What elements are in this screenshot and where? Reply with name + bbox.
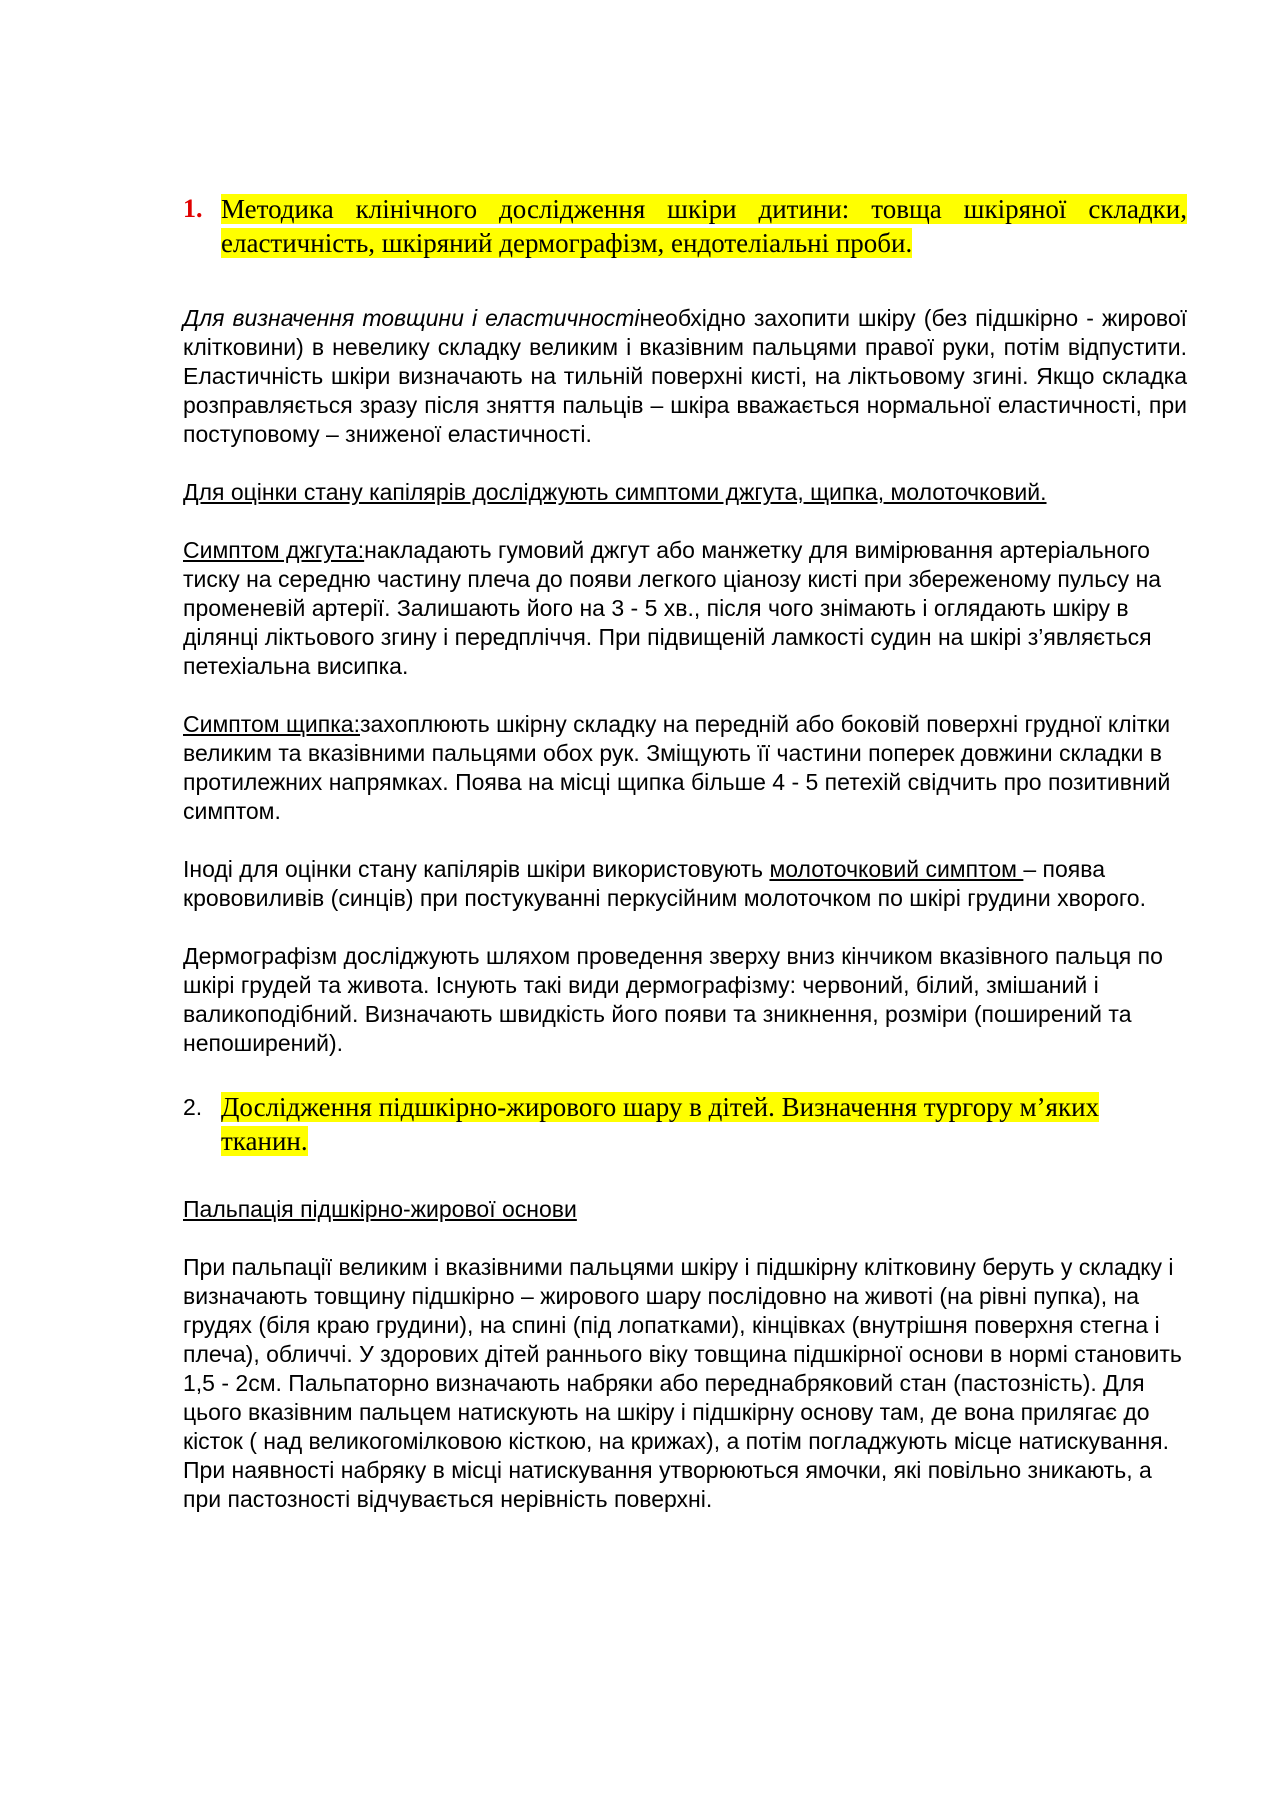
section-2-heading [183,1090,1187,1158]
hammer-after: – поява крововиливів (синців) при постукуванні перкусійним молоточком по шкірі грудини хворого. [183,856,1146,911]
section-2-title: Дослідження підшкірно-жирового шару в дітей. Визначення тургору м’яких тканин. [221,1092,1100,1156]
capillaries-intro-text: Для оцінки стану капілярів досліджують симптоми джгута, щипка, молоточковий. [183,479,1047,505]
hammer-paragraph [183,855,1187,913]
elasticity-paragraph [183,304,1187,449]
dermographism-paragraph: Дермографізм досліджують шляхом проведення зверху вниз кінчиком вказівного пальця по шкірі грудей та живота. Існують такі види дермографізму: червоний, білий, змішаний і валикоподібний. Визначають швидкість його появи та зникнення, розміри (поширений та непоширений). [183,943,1163,1056]
section-1-title: Методика клінічного дослідження шкіри дитини: товща шкіряної складки, еластичність, шкіряний дермографізм, ендотеліальні проби. [221,194,1187,258]
elasticity-text: необхідно захопити шкіру (без підшкірно - жирової клітковини) в невелику складку великим і вказівним пальцями правої руки, потім відпустити. Еластичність шкіри визначають на тильній поверхні кисті, на ліктьовому згині. Якщо складка розправляється зразу після зняття пальців – шкіра вважається нормальної еластичності, при поступовому – зниженої еластичності. [183,305,1187,447]
hammer-label: молоточковий симптом [769,856,1024,882]
document-body [183,192,1187,1514]
hammer-before: Іноді для оцінки стану капілярів шкіри використовують [183,856,770,882]
section-1-number: 1. [183,194,203,223]
tourniquet-text: накладають гумовий джгут або манжетку для вимірювання артеріального тиску на середню частину плеча до появи легкого ціанозу кисті при збереженому пульсу на променевій артерії. Залишають його на 3 - 5 хв., після чого знімають і оглядають шкіру в ділянці ліктьового згину і передпліччя. При підвищеній ламкості судин на шкірі з’являється петехіальна висипка. [183,537,1162,679]
tourniquet-paragraph [183,536,1187,681]
pinch-label: Симптом щипка: [183,711,360,737]
section-1-heading [183,192,1187,260]
elasticity-lead: Для визначення товщини і еластичності [183,305,640,331]
palpation-heading-text: Пальпація підшкірно-жирової основи [183,1196,577,1222]
pinch-paragraph [183,710,1187,826]
capillaries-intro [183,478,1187,507]
palpation-paragraph: При пальпації великим і вказівними пальцями шкіру і підшкірну клітковину беруть у складку і визначають товщину підшкірно – жирового шару послідовно на животі (на рівні пупка), на грудях (біля краю грудини), на спині (під лопатками), кінцівках (внутрішня поверхня стегна і плеча), обличчі. У здорових дітей раннього віку товщина підшкірної основи в нормі становить 1,5 - 2см. Пальпаторно визначають набряки або переднабряковий стан (пастозність). Для цього вказівним пальцем натискують на шкіру і підшкірну основу там, де вона прилягає до кісток ( над великогомілковою кісткою, на крижах), а потім погладжують місце натискування. При наявності набряку в місці натискування утворюються ямочки, які повільно зникають, а при пастозності відчувається нерівність поверхні. [183,1254,1182,1512]
palpation-heading [183,1195,1187,1224]
tourniquet-label: Симптом джгута: [183,537,365,563]
pinch-text: захоплюють шкірну складку на передній або боковій поверхні грудної клітки великим та вказівними пальцями обох рук. Зміщують її частини поперек довжини складки в протилежних напрямках. Поява на місці щипка більше 4 - 5 петехій свідчить про позитивний симптом. [183,711,1171,824]
section-2-number: 2. [183,1094,203,1120]
